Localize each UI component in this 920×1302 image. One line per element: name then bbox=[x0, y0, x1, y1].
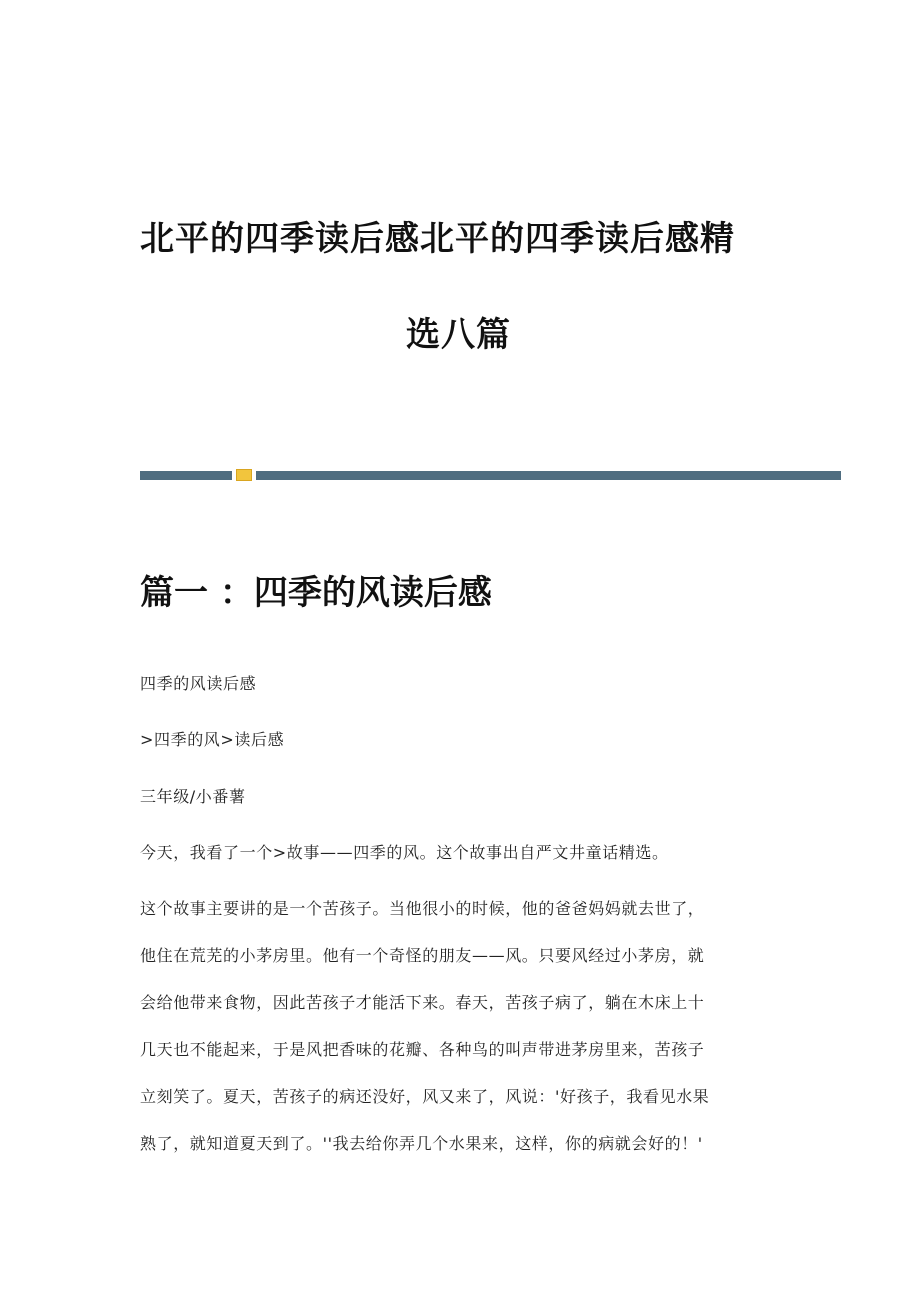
subtitle-link: >四季的风>读后感 bbox=[140, 730, 285, 749]
paragraph-2-line: 几天也不能起来，于是风把香味的花瓣、各种鸟的叫声带进茅房里来，苦孩子 bbox=[140, 1040, 705, 1059]
section-heading: 篇一 ：四季的风读后感 bbox=[140, 573, 492, 613]
envelope-ornament-icon bbox=[236, 469, 252, 481]
author: 三年级/小番薯 bbox=[140, 787, 246, 806]
paragraph-2-line: 他住在荒芜的小茅房里。他有一个奇怪的朋友——风。只要风经过小茅房，就 bbox=[140, 946, 705, 965]
paragraph-2-line: 立刻笑了。夏天，苦孩子的病还没好，风又来了，风说：'好孩子，我看见水果 bbox=[140, 1087, 710, 1106]
paragraph-2-line: 这个故事主要讲的是一个苦孩子。当他很小的时候，他的爸爸妈妈就去世了， bbox=[140, 899, 705, 918]
subtitle: 四季的风读后感 bbox=[140, 674, 257, 693]
document-title-line-2: 选八篇 bbox=[406, 315, 511, 355]
paragraph-2-line: 会给他带来食物，因此苦孩子才能活下来。春天，苦孩子病了，躺在木床上十 bbox=[140, 993, 705, 1012]
document-title-line-1: 北平的四季读后感北平的四季读后感精 bbox=[140, 219, 735, 259]
divider-left bbox=[140, 471, 232, 480]
divider-right bbox=[256, 471, 841, 480]
paragraph-2-line: 熟了，就知道夏天到了。''我去给你弄几个水果来，这样，你的病就会好的！' bbox=[140, 1134, 703, 1153]
paragraph-1: 今天，我看了一个>故事——四季的风。这个故事出自严文井童话精选。 bbox=[140, 843, 669, 862]
